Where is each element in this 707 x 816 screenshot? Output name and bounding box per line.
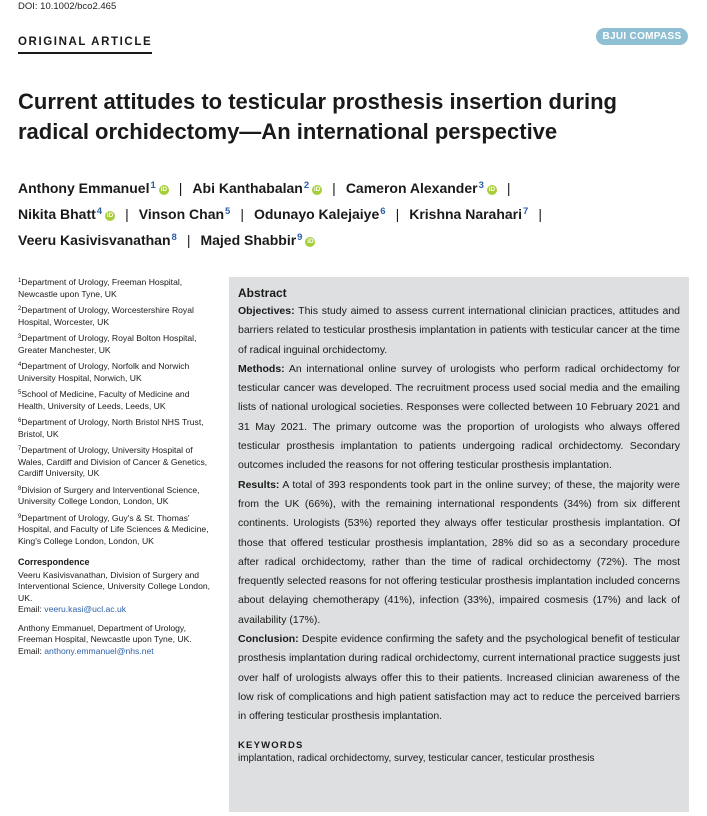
author-separator: |	[186, 232, 191, 248]
section-label: Results:	[238, 478, 280, 491]
affiliation-number: 5	[18, 390, 22, 396]
orcid-icon[interactable]: iD	[106, 212, 114, 219]
abstract-results	[238, 476, 680, 630]
article-title: Current attitudes to testicular prosthesis insertion during radical orchidectomy—An international perspective	[18, 89, 617, 144]
author-separator: |	[178, 180, 183, 196]
section-label: Methods:	[238, 362, 285, 375]
author[interactable]	[254, 206, 386, 222]
section-text: This study aimed to assess current international clinician practices, attitudes and barriers related to testicular prosthesis implantation in patients with testicular cancer at the time of radical inguinal orchidectomy.	[238, 305, 680, 356]
orcid-icon[interactable]: iD	[160, 186, 168, 193]
author-affiliation-number: 5	[225, 206, 231, 217]
author-affiliation-number: 6	[380, 206, 386, 217]
affiliation-item	[18, 484, 218, 508]
email-link[interactable]: anthony.emmanuel@nhs.net	[44, 645, 154, 656]
affiliation-text: Division of Surgery and Interventional Science, University College London, London, UK	[18, 484, 200, 506]
orcid-icon[interactable]: iD	[488, 186, 496, 193]
affiliation-text: Department of Urology, University Hospital of Wales, Cardiff and Division of Cancer & Genetics, Cardiff University, UK	[18, 445, 208, 478]
author[interactable]	[409, 206, 528, 222]
affiliation-text: Department of Urology, Norfolk and Norwich University Hospital, Norwich, UK	[18, 361, 190, 383]
orcid-icon[interactable]: iD	[307, 238, 314, 245]
affiliation-item	[18, 388, 218, 412]
correspondence-address: Veeru Kasivisvanathan, Division of Surgery and Interventional Science, University College London, UK.	[18, 569, 211, 603]
affiliation-number: 9	[18, 513, 22, 520]
abstract-objectives	[238, 302, 680, 360]
author-list	[18, 174, 688, 252]
author-name: Odunayo Kalejaiye	[253, 206, 380, 222]
author-affiliation-number: 7	[523, 206, 529, 217]
affiliation-text: School of Medicine, Faculty of Medicine and Health, University of Leeds, Leeds, UK	[18, 389, 190, 411]
author-separator: |	[125, 206, 129, 222]
email-label: Email:	[18, 604, 45, 614]
author-name: Veeru Kasivisvanathan	[18, 232, 171, 248]
affiliation-item	[18, 416, 218, 440]
affiliation-text: Department of Urology, Royal Bolton Hospital, Greater Manchester, UK	[18, 333, 197, 355]
author-affiliation-number: 2	[303, 180, 310, 191]
author-name: Krishna Narahari	[409, 206, 523, 222]
author-separator: |	[395, 206, 400, 222]
email-label: Email:	[18, 645, 45, 656]
section-label: Objectives:	[238, 305, 295, 317]
affiliation-number: 8	[18, 485, 22, 492]
email-link[interactable]: veeru.kasi@ucl.ac.uk	[44, 604, 127, 614]
abstract-heading: Abstract	[238, 286, 287, 300]
author-name: Anthony Emmanuel	[18, 180, 150, 196]
affiliation-text: Department of Urology, Guy's & St. Thomas' Hospital, and Faculty of Life Sciences & Medicine, King's College London, London, UK	[18, 512, 209, 546]
article-type-label: ORIGINAL ARTICLE	[18, 36, 152, 54]
author-name: Nikita Bhatt	[18, 206, 96, 222]
section-text: A total of 393 respondents took part in the online survey; of these, the majority were from the UK (66%), with the remaining international respondents (34%) from six different continents. Urologists (53%) reported they always offer testicular prosthesis implantation. Of those that offered testicular prosthesis implantation, 28% did so as a secondary procedure after radical orchidectomy, rather than the time of radical orchidectomy (72%). The most frequently selected reasons for not offering testicular prosthesis implantation included concerns about delaying chemotherapy (41%), infection (33%), impaired cosmesis (17%) and lack of availability (17%).	[238, 478, 680, 626]
author[interactable]	[18, 206, 115, 222]
affiliation-number: 6	[18, 418, 22, 424]
affiliation-text: Department of Urology, Freeman Hospital, Newcastle upon Tyne, UK	[18, 277, 183, 299]
affiliation-item	[18, 304, 218, 328]
doi-line: DOI: 10.1002/bco2.465	[18, 1, 117, 12]
correspondence-address: Anthony Emmanuel, Department of Urology, Freeman Hospital, Newcastle upon Tyne, UK.	[18, 622, 192, 644]
author-separator: |	[538, 206, 542, 222]
affiliation-number: 1	[18, 278, 22, 284]
journal-badge: BJUI COMPASS	[596, 28, 688, 45]
affiliation-text: Department of Urology, Worcestershire Royal Hospital, Worcester, UK	[18, 305, 194, 327]
abstract-methods	[238, 360, 680, 476]
author-separator: |	[506, 180, 511, 196]
affiliation-item	[18, 444, 218, 480]
section-label: Conclusion:	[238, 633, 299, 646]
affiliation-number: 7	[18, 446, 22, 452]
author-name: Majed Shabbir	[200, 232, 297, 248]
abstract-box	[229, 277, 689, 812]
keywords-heading: KEYWORDS	[238, 739, 304, 751]
affiliation-number: 2	[18, 306, 22, 312]
author-affiliation-number: 3	[478, 180, 484, 191]
keywords-list: implantation, radical orchidectomy, survey, testicular cancer, testicular prosthesis	[238, 752, 595, 764]
abstract-conclusion	[238, 630, 680, 726]
author-affiliation-number: 9	[297, 232, 303, 243]
author-affiliation-number: 4	[96, 206, 103, 217]
author[interactable]	[18, 180, 169, 196]
orcid-icon[interactable]: iD	[313, 186, 321, 193]
affiliation-item	[18, 332, 218, 356]
affiliation-number: 3	[18, 334, 22, 340]
affiliation-item	[18, 276, 218, 300]
correspondence-entry	[18, 623, 218, 658]
correspondence-entry	[18, 570, 218, 616]
affiliation-item	[18, 360, 218, 384]
author-separator: |	[332, 180, 336, 196]
section-text: Despite evidence confirming the safety and the psychological benefit of testicular prosthesis implantation during radical orchidectomy, current international practice suggests just over half of urologists always offer this to their patients. Increased clinician awareness of the low risk of complications and high patient satisfaction may act to reduce the perceived barriers in offering testicular prosthesis implantation.	[238, 633, 680, 723]
author[interactable]	[346, 180, 497, 196]
author-separator: |	[240, 206, 244, 222]
author[interactable]	[192, 180, 322, 196]
affiliation-text: Department of Urology, North Bristol NHS Trust, Bristol, UK	[18, 417, 204, 439]
author-name: Abi Kanthabalan	[192, 180, 303, 196]
correspondence-heading: Correspondence	[18, 557, 90, 567]
author[interactable]	[200, 232, 315, 248]
author[interactable]	[139, 206, 231, 222]
author-name: Vinson Chan	[138, 206, 225, 222]
affiliation-number: 4	[18, 362, 22, 368]
author-name: Cameron Alexander	[345, 180, 478, 196]
author-affiliation-number: 8	[171, 232, 177, 243]
section-text: An international online survey of urologists who perform radical orchidectomy for testicular cancer was developed. The recruitment process used social media and the emailing lists of national urological societies. Responses were collected between 10 February 2021 and 31 May 2021. The primary outcome was the proportion of urologists who always offered testicular prosthesis implantation to patients undergoing radical orchidectomy. Secondary outcomes included the reasons for not offering testicular prosthesis implantation.	[238, 362, 680, 472]
affiliations-column	[18, 276, 218, 664]
author-affiliation-number: 1	[150, 180, 156, 191]
affiliation-item	[18, 512, 218, 548]
author[interactable]	[18, 232, 177, 248]
